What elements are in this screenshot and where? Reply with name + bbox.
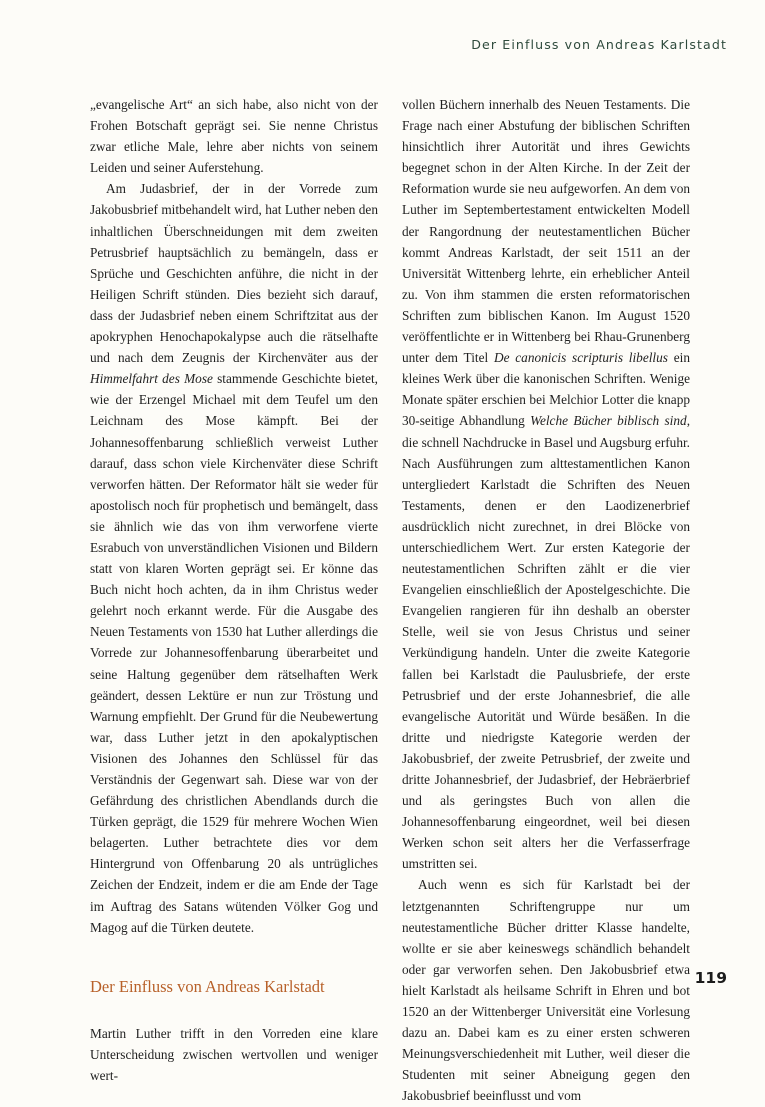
text-run: Am Judasbrief, der in der Vorrede zum Jakobusbrief mitbehandelt wird, hat Luther neben den inhaltlichen Überschneidungen mit dem zweiten Petrusbrief hauptsächlich zu bemängeln, dass er Sprüche und Geschichten anführe, die nicht in der Heiligen Schrift stünden. Dies bezieht sich darauf, dass der Judasbrief neben einem Schriftzitat aus der apokryphen Henochapokalypse auch die rätselhafte und nach dem Zeugnis der Kirchenväter aus der bbox=[90, 181, 378, 366]
page-number: 119 bbox=[694, 969, 727, 987]
paragraph bbox=[90, 1023, 378, 1086]
paragraph bbox=[90, 94, 378, 178]
text-run: vollen Büchern innerhalb des Neuen Testaments. Die Frage nach einer Abstufung der biblischen Schriften hinsichtlich ihrer Autorität und ihres Gewichts begegnet schon in der Alten Kirche. In der Zeit der Reformation wurde sie neu aufgeworfen. An dem von Luther im Septembertestament entwickelten Modell der Rangordnung der neutestamentlichen Bücher kommt Andreas Karlstadt, der seit 1511 an der Universität Wittenberg lehrte, ein erheblicher Anteil zu. Von ihm stammen die ersten reformatorischen Schriften zum biblischen Kanon. Im August 1520 veröffentlichte er in Wittenberg bei Rhau-Grunenberg unter dem Titel bbox=[402, 97, 690, 366]
text-run: stammende Geschichte bietet, wie der Erzengel Michael mit dem Teufel um den Leichnam des Mose kämpft. Bei der Johannesoffenbarung schließlich verweist Luther darauf, dass schon viele Kirchenväter diese Schrift verworfen hätten. Der Reformator hält sie weder für apostolisch noch für prophetisch und bemängelt, dass sie ähnlich wie das von ihm verworfene vierte Esrabuch von unverständlichen Visionen und Bildern statt von klaren Worten geprägt sei. Er könne das Buch nicht hoch achten, da in ihm Christus weder gelehrt noch erkannt werde. Für die Ausgabe des Neuen Testaments von 1530 hat Luther allerdings die Vorrede zur Johannesoffenbarung überarbeitet und seine Haltung gegenüber dem rätselhaften Werk geändert, dessen Lektüre er nun zur Tröstung und Warnung empfiehlt. Der Grund für die Neubewertung war, dass Luther jetzt in den apokalyptischen Visionen des Johannes den Schlüssel für das Verständnis der Gegenwart sah. Diese war von der Gefährdung des christlichen Abendlands durch die Türken geprägt, die 1529 für mehrere Wochen Wien belagerten. Luther betrachtete dies vor dem Hintergrund von Offenbarung 20 als untrügliches Zeichen der Endzeit, indem er die am Ende der Tage im Auftrag des Satans wütenden Völker Gog und Magog auf die Türken deutete. bbox=[90, 371, 378, 935]
text-run: „evangelische Art“ an sich habe, also nicht von der Frohen Botschaft geprägt sei. Sie nenne Christus zwar etliche Male, lehre aber nichts von seinem Leiden und seiner Auferstehung. bbox=[90, 97, 378, 176]
text-run: Martin Luther trifft in den Vorreden eine klare Unterscheidung zwischen wertvollen und weniger wert- bbox=[90, 1025, 378, 1083]
paragraph bbox=[402, 874, 690, 1106]
italic-title: De canonicis scripturis libellus bbox=[493, 350, 668, 366]
paragraph bbox=[90, 178, 378, 937]
italic-title: Welche Bücher biblisch sind bbox=[530, 413, 687, 429]
running-head: Der Einfluss von Andreas Karlstadt bbox=[471, 37, 727, 52]
right-column bbox=[402, 94, 690, 1107]
text-run: , die schnell Nachdrucke in Basel und Augsburg erfuhr. Nach Ausführungen zum alttestamentlichen Kanon untergliedert Karlstadt die Schriften des Neuen Testaments, denen er den Laodizenerbrief ausdrücklich nicht zurechnet, in drei Blöcke von unterschiedlichem Wert. Zur ersten Kategorie der neutestamentlichen Schriften zählt er die vier Evangelien einschließlich der Apostelgeschichte. Die Evangelien rangieren für ihn deshalb an oberster Stelle, weil sie von Jesus Christus und seiner Verkündigung handeln. Unter die zweite Kategorie fallen bei Karlstadt die Paulusbriefe, der erste Petrusbrief und der erste Johannesbrief, die alle evangelische Autorität und Würde besäßen. In die dritte und niedrigste Kategorie werden der Jakobusbrief, der zweite Petrusbrief, der zweite und dritte Johannesbrief, der Judasbrief, der Hebräerbrief und als geringstes Buch von allen die Johannesoffenbarung eingeordnet, weil bei diesen Werken schon seit alters her die Verfasserfrage umstritten sei. bbox=[402, 413, 691, 872]
italic-title: Himmelfahrt des Mose bbox=[90, 371, 213, 387]
paragraph bbox=[402, 94, 690, 874]
text-run: Auch wenn es sich für Karlstadt bei der letztgenannten Schriftengruppe nur um neutestamentliche Bücher dritter Klasse handelte, wollte er sie aber keineswegs schändlich behandelt oder gar verworfen sehen. Den Jakobusbrief etwa hielt Karlstadt als heilsame Schrift in Ehren und bot 1520 an der Wittenberger Universität eine Vorlesung dazu an. Dabei kam es zu einer ersten schweren Meinungsverschiedenheit mit Luther, weil dieser die Studenten mit seiner Abneigung gegen den Jakobusbrief beeinflusst und vom bbox=[402, 877, 690, 1104]
left-column bbox=[90, 94, 378, 1086]
text-run: ein kleines Werk über die kanonischen Schriften. Wenige Monate später erschien bei Melchior Lotter die knapp 30-seitige Abhandlung bbox=[402, 350, 690, 429]
section-heading: Der Einfluss von Andreas Karlstadt bbox=[90, 976, 325, 996]
